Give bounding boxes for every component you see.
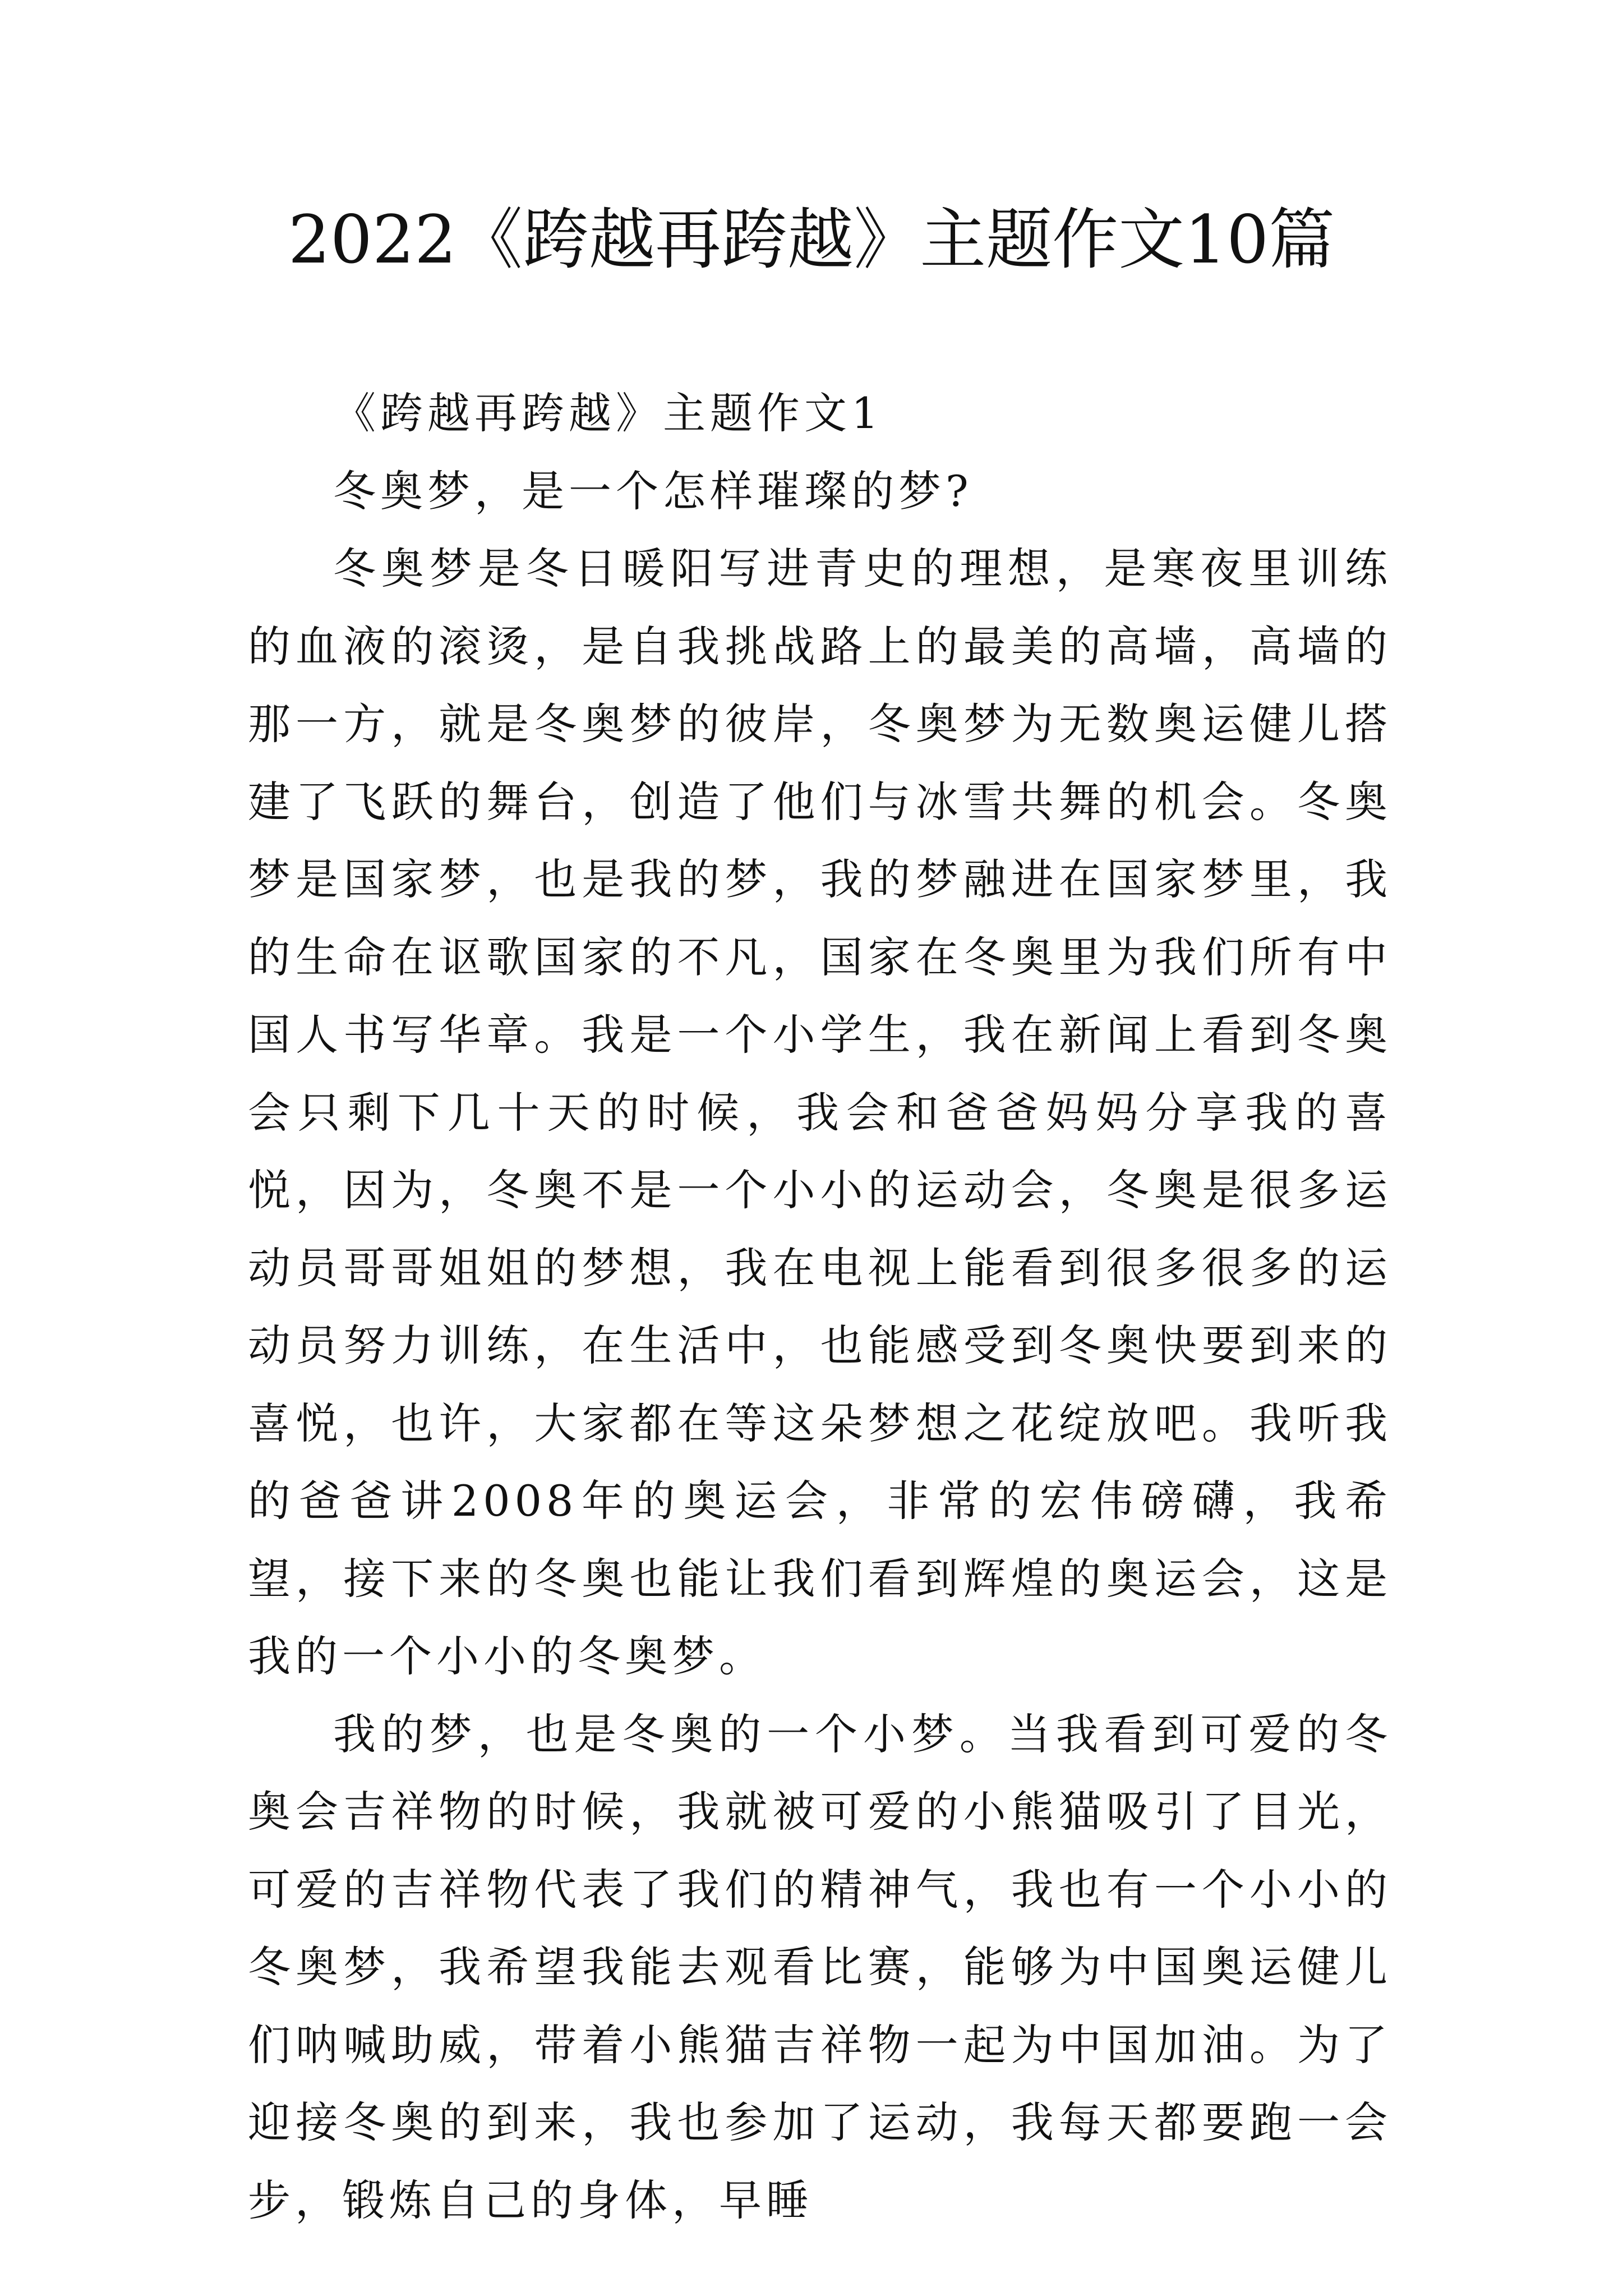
essay-heading: 《跨越再跨越》主题作文1 [333, 388, 883, 438]
paragraph: 我的梦，也是冬奥的一个小梦。当我看到可爱的冬奥会吉祥物的时候，我就被可爱的小熊猫吸引了目光，可爱的吉祥物代表了我们的精神气，我也有一个小小的冬奥梦，我希望我能去观看比赛，能够为中国奥运健儿们呐喊助威，带着小熊猫吉祥物一起为中国加油。为了迎接冬奥的到来，我也参加了运动，我每天都要跑一会步，锻炼自己的身体，早睡 [248, 1709, 1392, 2225]
paragraph: 冬奥梦是冬日暖阳写进青史的理想，是寒夜里训练的血液的滚烫，是自我挑战路上的最美的高墙，高墙的那一方，就是冬奥梦的彼岸，冬奥梦为无数奥运健儿搭建了飞跃的舞台，创造了他们与冰雪共舞的机会。冬奥梦是国家梦，也是我的梦，我的梦融进在国家梦里，我的生命在讴歌国家的不凡，国家在冬奥里为我们所有中国人书写华章。我是一个小学生，我在新闻上看到冬奥会只剩下几十天的时候，我会和爸爸妈妈分享我的喜悦，因为，冬奥不是一个小小的运动会，冬奥是很多运动员哥哥姐姐的梦想，我在电视上能看到很多很多的运动员努力训练，在生活中，也能感受到冬奥快要到来的喜悦，也许，大家都在等这朵梦想之花绽放吧。我听我的爸爸讲2008年的奥运会，非常的宏伟磅礴，我希望，接下来的冬奥也能让我们看到辉煌的奥运会，这是我的一个小小的冬奥梦。 [248, 544, 1392, 1681]
document-title: 2022《跨越再跨越》主题作文10篇 [288, 201, 1335, 278]
document-body [248, 375, 1392, 2239]
paragraph: 冬奥梦，是一个怎样璀璨的梦? [333, 466, 973, 516]
